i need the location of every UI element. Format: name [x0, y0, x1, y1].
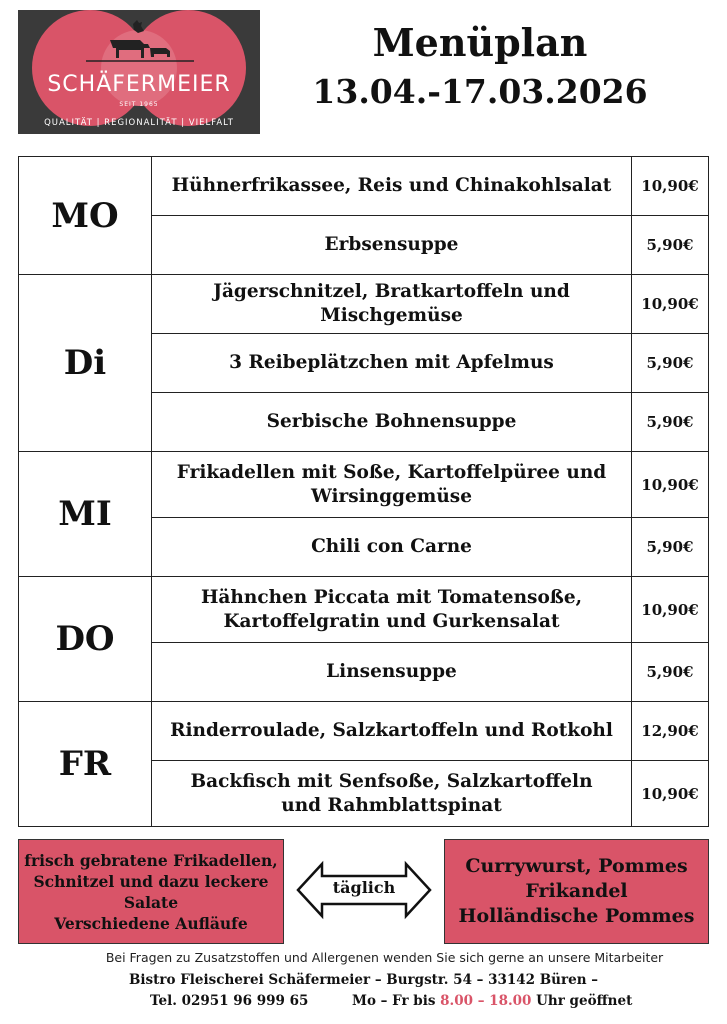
- dish-price: 5,90€: [632, 393, 709, 452]
- daily-label: täglich: [332, 878, 396, 897]
- dish-name: Hähnchen Piccata mit Tomatensoße, Kartoffelgratin und Gurkensalat: [152, 577, 632, 643]
- hours-value: 8.00 – 18.00: [440, 993, 532, 1009]
- dish-price: 10,90€: [632, 452, 709, 518]
- page-title: Menüplan: [372, 20, 588, 65]
- day-label: DO: [19, 577, 152, 702]
- dish-name: Jägerschnitzel, Bratkartoffeln und Mischgemüse: [152, 275, 632, 334]
- logo-tagline: QUALITÄT | REGIONALITÄT | VIELFALT: [44, 118, 234, 128]
- day-label: MO: [19, 157, 152, 275]
- offer-line: Salate: [123, 892, 179, 912]
- date-range: 13.04.-17.03.2026: [312, 72, 648, 111]
- table-row: [19, 452, 709, 518]
- dish-price: 5,90€: [632, 334, 709, 393]
- dish-name: 3 Reibeplätzchen mit Apfelmus: [152, 334, 632, 393]
- dish-name: Chili con Carne: [152, 518, 632, 577]
- dish-price: 10,90€: [632, 761, 709, 827]
- offer-line: Frikandel: [525, 880, 628, 902]
- day-label: MI: [19, 452, 152, 577]
- logo-name: SCHÄFERMEIER: [47, 72, 231, 97]
- dish-name: Rinderroulade, Salzkartoffeln und Rotkohl: [152, 702, 632, 761]
- address-line: Bistro Fleischerei Schäfermeier – Burgstr. 54 – 33142 Büren –: [129, 972, 598, 988]
- allergen-note: Bei Fragen zu Zusatzstoffen und Allergenen wenden Sie sich gerne an unsere Mitarbeiter: [105, 950, 664, 965]
- hours-prefix: Mo – Fr bis: [352, 993, 436, 1009]
- offer-line: Holländische Pommes: [458, 905, 695, 927]
- table-row: [19, 577, 709, 643]
- offer-line: Verschiedene Aufläufe: [54, 913, 248, 933]
- table-row: [19, 275, 709, 334]
- dish-price: 5,90€: [632, 518, 709, 577]
- day-label: FR: [19, 702, 152, 827]
- dish-name: Frikadellen mit Soße, Kartoffelpüree und Wirsinggemüse: [152, 452, 632, 518]
- dish-name: Linsensuppe: [152, 643, 632, 702]
- offer-line: frisch gebratene Frikadellen,: [24, 850, 278, 870]
- dish-price: 12,90€: [632, 702, 709, 761]
- dish-price: 5,90€: [632, 643, 709, 702]
- daily-offer-left: [18, 839, 284, 944]
- dish-name: Backfisch mit Senfsoße, Salzkartoffeln und Rahmblattspinat: [152, 761, 632, 827]
- menu-table: [18, 156, 709, 827]
- dish-name: Serbische Bohnensuppe: [152, 393, 632, 452]
- phone-number: Tel. 02951 96 999 65: [150, 993, 309, 1009]
- table-row: [19, 702, 709, 761]
- logo-since: SEIT 1965: [119, 101, 159, 108]
- offer-line: Currywurst, Pommes: [465, 855, 688, 877]
- dish-price: 5,90€: [632, 216, 709, 275]
- offer-line: Schnitzel und dazu leckere: [33, 871, 269, 891]
- daily-offer-right: [444, 839, 709, 944]
- table-row: [19, 157, 709, 216]
- dish-price: 10,90€: [632, 157, 709, 216]
- page-header: [270, 18, 690, 116]
- dish-name: Hühnerfrikassee, Reis und Chinakohlsalat: [152, 157, 632, 216]
- hours-suffix: Uhr geöffnet: [536, 993, 633, 1009]
- dish-price: 10,90€: [632, 275, 709, 334]
- opening-hours: [352, 993, 632, 1009]
- day-label: Di: [19, 275, 152, 452]
- dish-name: Erbsensuppe: [152, 216, 632, 275]
- company-logo: [18, 10, 260, 134]
- dish-price: 10,90€: [632, 577, 709, 643]
